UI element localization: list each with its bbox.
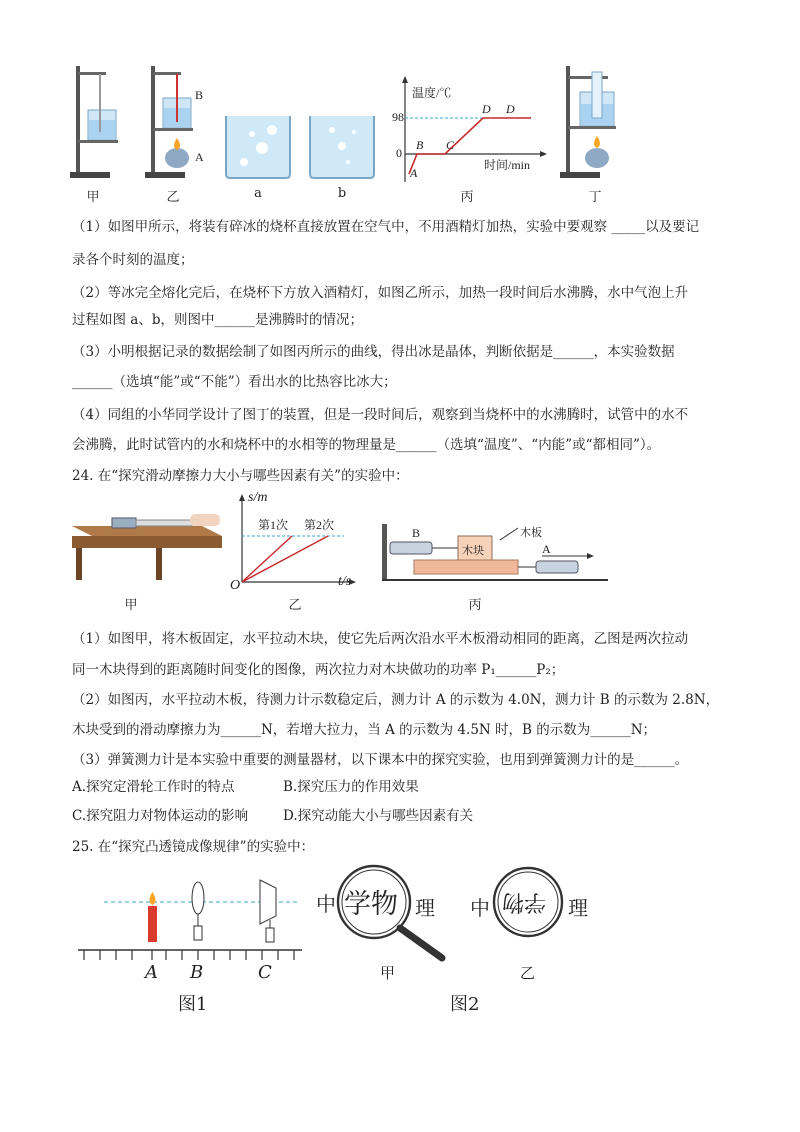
q23-part3-cont: ______（选填“能”或“不能”）看出水的比热容比冰大； xyxy=(72,374,397,390)
fig2-caption-yi: 乙 xyxy=(520,964,536,982)
q24-fig-jia-table xyxy=(72,508,222,580)
graph-origin: 0 xyxy=(396,146,402,160)
caption-b: b xyxy=(337,186,347,201)
q24-graph-series1: 第1次 xyxy=(258,518,289,532)
q24-part3: （3）弹簧测力计是本实验中重要的测量器材，以下课本中的探究实验，也用到弹簧测力计的是______。 xyxy=(72,752,689,768)
q23-part2-cont: 过程如图 a、b，则图中______是沸腾时的情况； xyxy=(72,312,363,328)
q24-fig-bing-block: 木块 xyxy=(462,545,484,557)
q23-part1-cont: 录各个时刻的温度； xyxy=(72,252,194,268)
figure-ding-stand xyxy=(560,62,630,182)
q24-option-A: A.探究定滑轮工作时的特点 xyxy=(72,779,235,795)
beaker-b xyxy=(306,112,378,180)
graph-point-D1: D xyxy=(482,102,491,116)
q24-caption-jia: 甲 xyxy=(124,598,138,613)
graph-point-D2: D xyxy=(506,102,515,116)
q24-fig-bing-B: B xyxy=(412,526,421,540)
fig2-right-char-2: 理 xyxy=(568,896,588,920)
label-B-top: B xyxy=(195,88,204,102)
q23-part4-cont: 会沸腾，此时试管内的水和烧杯中的水相等的物理量是______（选填“温度”、“内能”或“都相同”）。 xyxy=(72,437,661,453)
q24-fig-bing-board: 木板 xyxy=(520,527,542,539)
q24-caption-bing: 丙 xyxy=(468,598,482,613)
q25-title: 25. 在“探究凸透镜成像规律”的实验中： xyxy=(72,839,315,855)
q25-optical-bench xyxy=(74,872,304,972)
label-A-top: A xyxy=(195,150,204,164)
q23-part2: （2）等冰完全熔化完后，在烧杯下方放入酒精灯，如图乙所示，加热一段时间后水沸腾，水中气泡上升 xyxy=(72,285,689,301)
graph-tick-98: 98 xyxy=(392,110,404,124)
q24-part2-cont: 木块受到的滑动摩擦力为______N，若增大拉力，当 A 的示数为 4.5N 时，B 的示数为______N； xyxy=(72,722,657,738)
q24-graph-series2: 第2次 xyxy=(304,518,335,532)
q24-title: 24. 在“探究滑动摩擦力大小与哪些因素有关”的实验中： xyxy=(72,468,409,484)
q24-part1-cont: 同一木块得到的距离随时间变化的图像，两次拉力对木块做功的功率 P₁______P₂； xyxy=(72,662,565,678)
q24-option-C: C.探究阻力对物体运动的影响 xyxy=(72,808,249,824)
fig2-left-char-2: 中 xyxy=(470,896,490,920)
caption-a: a xyxy=(254,186,262,201)
fig2-caption-jia: 甲 xyxy=(380,964,396,982)
figure-yi-stand xyxy=(145,62,215,182)
graph-point-A: A xyxy=(410,166,418,180)
q25-label-B: B xyxy=(190,962,204,983)
graph-xlabel: 时间/min xyxy=(484,158,531,172)
q25-fig1-caption: 图1 xyxy=(178,994,208,1015)
q24-part2: （2）如图丙，水平拉动木板，待测力计示数稳定后，测力计 A 的示数为 4.0N，测力计 B 的示数为 2.8N， xyxy=(72,692,720,708)
caption-yi: 乙 xyxy=(166,190,180,205)
q23-part4: （4）同组的小华同学设计了图丁的装置，但是一段时间后，观察到当烧杯中的水沸腾时，试管中的水不 xyxy=(72,407,689,423)
q24-fig-bing-A: A xyxy=(542,542,551,556)
q24-caption-yi: 乙 xyxy=(288,598,302,613)
graph-point-C: C xyxy=(446,138,455,152)
graph-ylabel: 温度/℃ xyxy=(412,86,452,100)
q25-fig2-caption: 图2 xyxy=(450,994,480,1015)
q25-label-A: A xyxy=(145,962,158,983)
q24-option-B: B.探究压力的作用效果 xyxy=(283,779,419,795)
figure-jia-stand xyxy=(70,62,120,182)
fig2-lens-text: 学物 xyxy=(344,889,398,920)
caption-bing: 丙 xyxy=(460,190,474,205)
caption-ding: 丁 xyxy=(588,190,602,205)
q23-part1: （1）如图甲所示，将装有碎冰的烧杯直接放置在空气中，不用酒精灯加热，实验中要观察 _____以及要记 xyxy=(72,219,700,235)
q25-label-C: C xyxy=(258,962,272,983)
fig2-lens-text-2: 学物 xyxy=(502,889,547,914)
q23-part3: （3）小明根据记录的数据绘制了如图丙所示的曲线，得出冰是晶体，判断依据是______，本实验数据 xyxy=(72,344,675,360)
graph-point-B: B xyxy=(416,138,424,152)
beaker-a xyxy=(222,112,294,180)
q24-part1: （1）如图甲，将木板固定，水平拉动木块，使它先后两次沿水平木板滑动相同的距离，乙图是两次拉动 xyxy=(72,631,689,647)
q24-graph-ylabel: s/m xyxy=(248,490,268,505)
caption-jia: 甲 xyxy=(86,190,100,205)
q24-graph-xlabel: t/s xyxy=(338,574,352,589)
q24-option-D: D.探究动能大小与哪些因素有关 xyxy=(283,808,474,824)
q24-graph-origin: O xyxy=(230,578,241,593)
fig2-right-char: 理 xyxy=(415,896,435,920)
fig2-left-char: 中 xyxy=(316,892,336,916)
